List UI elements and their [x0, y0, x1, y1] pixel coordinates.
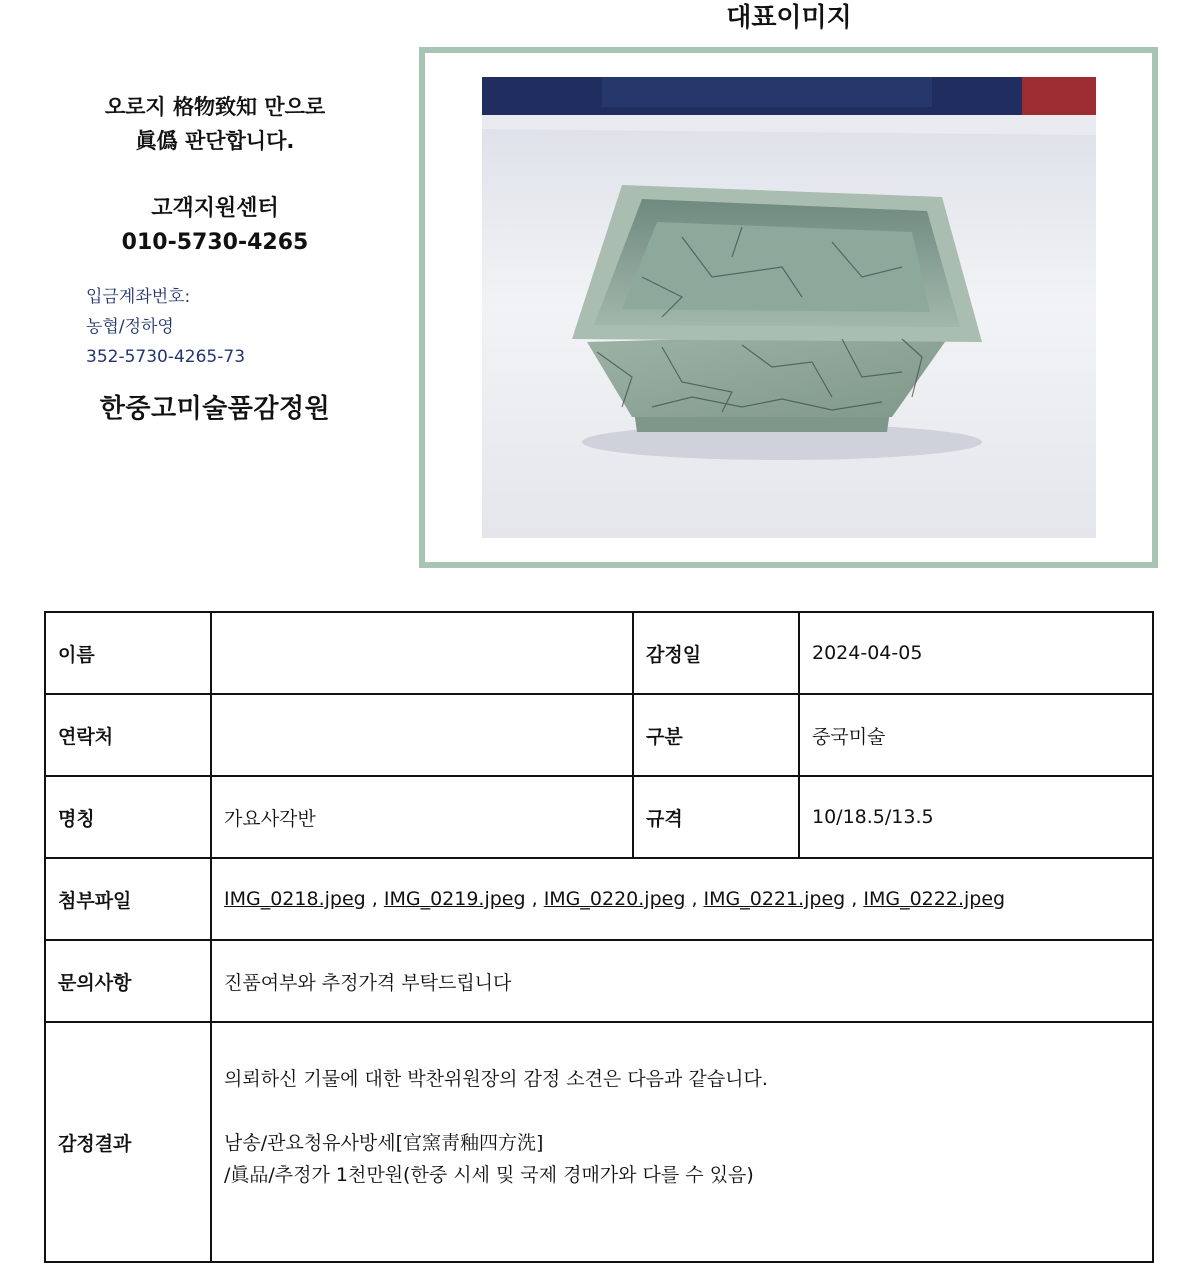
- attachment-separator: ,: [691, 888, 698, 910]
- appraisal-table: [44, 611, 1154, 1263]
- result-spacer: [224, 1095, 1140, 1127]
- appraisal-date-value: 2024-04-05: [799, 612, 1153, 694]
- attachments-cell: [211, 858, 1153, 940]
- attachment-link[interactable]: IMG_0222.jpeg: [863, 888, 1006, 910]
- appraisal-date-label: 감정일: [633, 612, 799, 694]
- representative-image-frame: [419, 47, 1158, 568]
- attachment-separator: ,: [531, 888, 538, 910]
- table-row: [45, 1022, 1153, 1262]
- item-photo[interactable]: [482, 77, 1096, 538]
- bank-info: [86, 282, 390, 372]
- bank-label: 입금계좌번호:: [86, 287, 191, 307]
- support-phone: 010-5730-4265: [121, 230, 309, 255]
- attachment-link[interactable]: IMG_0218.jpeg: [224, 888, 366, 910]
- attachments-label: 첨부파일: [45, 858, 211, 940]
- result-label: 감정결과: [45, 1022, 211, 1262]
- category-label: 구분: [633, 694, 799, 776]
- inquiry-value: 진품여부와 추정가격 부탁드립니다: [211, 940, 1153, 1022]
- attachment-link[interactable]: IMG_0221.jpeg: [703, 888, 846, 910]
- attachment-separator: ,: [851, 888, 858, 910]
- inquiry-label: 문의사항: [45, 940, 211, 1022]
- size-value: 10/18.5/13.5: [799, 776, 1153, 858]
- name-label: 이름: [45, 612, 211, 694]
- table-row: [45, 694, 1153, 776]
- attachment-separator: ,: [371, 888, 378, 910]
- representative-image-title: 대표이미지: [726, 3, 852, 33]
- celadon-washer-image: [482, 77, 1096, 538]
- contact-value: [211, 694, 633, 776]
- attachment-link[interactable]: IMG_0219.jpeg: [383, 888, 526, 910]
- attachment-link[interactable]: IMG_0220.jpeg: [543, 888, 686, 910]
- table-row: [45, 612, 1153, 694]
- company-info: [40, 90, 390, 425]
- bank-account: 352-5730-4265-73: [86, 347, 246, 367]
- support-title: 고객지원센터: [151, 196, 279, 221]
- item-name-label: 명칭: [45, 776, 211, 858]
- contact-label: 연락처: [45, 694, 211, 776]
- tagline-line2: 眞僞 판단합니다.: [135, 129, 295, 153]
- result-line1: 의뢰하신 기물에 대한 박찬위원장의 감정 소견은 다음과 같습니다.: [224, 1068, 768, 1090]
- table-row: [45, 858, 1153, 940]
- result-line3: /眞品/추정가 1천만원(한중 시세 및 국제 경매가와 다를 수 있음): [224, 1164, 754, 1186]
- result-cell: [211, 1022, 1153, 1262]
- org-name: 한중고미술품감정원: [99, 394, 331, 424]
- table-row: [45, 940, 1153, 1022]
- category-value: 중국미술: [799, 694, 1153, 776]
- size-label: 규격: [633, 776, 799, 858]
- bank-name: 농협/정하영: [86, 317, 174, 337]
- name-value: [211, 612, 633, 694]
- tagline-line1: 오로지 格物致知 만으로: [104, 95, 326, 119]
- table-row: [45, 776, 1153, 858]
- item-name-value: 가요사각반: [211, 776, 633, 858]
- result-line2: 남송/관요청유사방세[官窯靑釉四方洗]: [224, 1132, 544, 1154]
